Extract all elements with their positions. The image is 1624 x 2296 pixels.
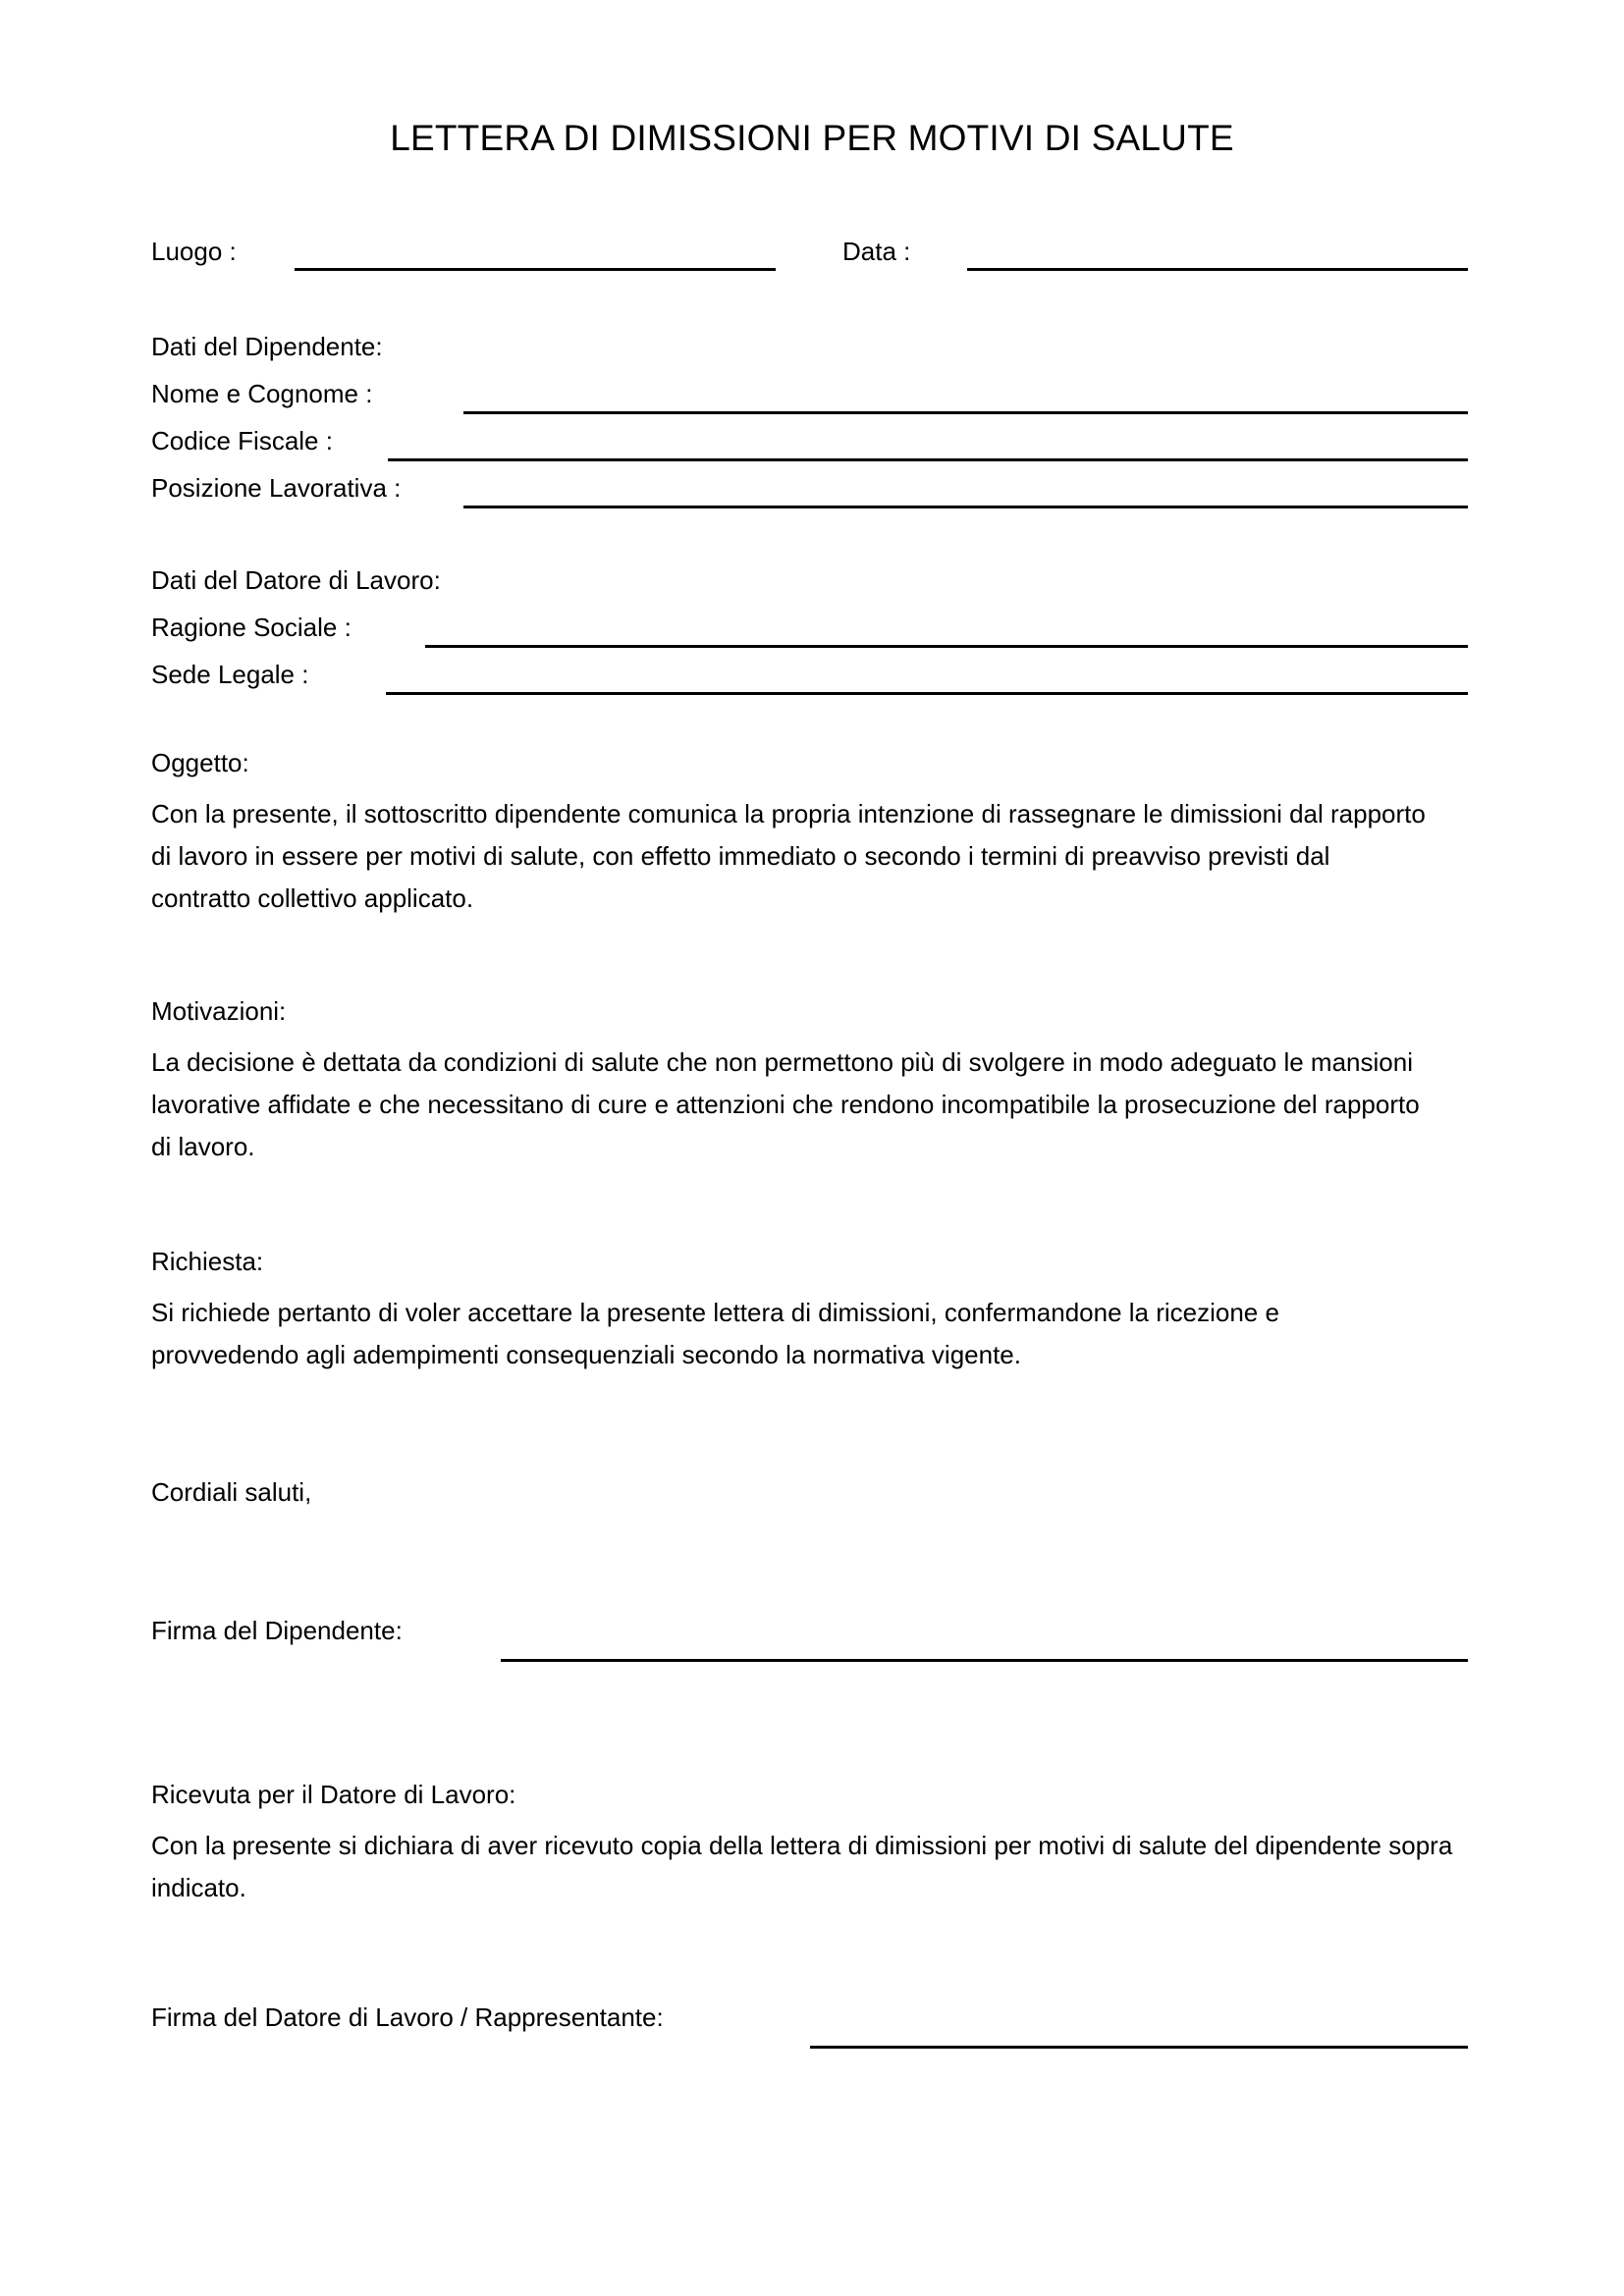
reasons-body: La decisione è dettata da condizioni di salute che non permettono più di svolgere in modo adeguato le mansioni lavorative affidate e che necessitano di cure e attenzioni che rendono incompatibile la prosecuzione del rapporto di lavoro. [151, 1047, 1420, 1161]
employer-legal-address-input-line[interactable] [386, 692, 1468, 695]
employee-signature-label: Firma del Dipendente: [151, 1616, 403, 1645]
employee-name-input-line[interactable] [463, 411, 1468, 414]
subject-heading: Oggetto: [151, 748, 249, 777]
request-body: Si richiede pertanto di voler accettare la presente lettera di dimissioni, confermandone la ricezione e provvedendo agli adempimenti consequenziali secondo la normativa vigente. [151, 1298, 1279, 1369]
subject-body: Con la presente, il sottoscritto dipendente comunica la propria intenzione di rassegnare le dimissioni dal rapporto di lavoro in essere per motivi di salute, con effetto immediato o secondo i termini di preavviso previsti dal contratto collettivo applicato. [151, 799, 1426, 913]
employee-signature-line[interactable] [501, 1659, 1468, 1662]
closing-salutation: Cordiali saluti, [151, 1477, 312, 1507]
request-heading: Richiesta: [151, 1247, 264, 1276]
receipt-body: Con la presente si dichiara di aver ricevuto copia della lettera di dimissioni per motivi di salute del dipendente sopra indicato. [151, 1831, 1453, 1902]
employer-signature-label: Firma del Datore di Lavoro / Rappresentante: [151, 2002, 664, 2032]
page-title: LETTERA DI DIMISSIONI PER MOTIVI DI SALUTE [390, 118, 1234, 158]
receipt-heading: Ricevuta per il Datore di Lavoro: [151, 1780, 516, 1809]
place-input-line[interactable] [295, 268, 776, 271]
reasons-heading: Motivazioni: [151, 996, 287, 1026]
date-label: Data : [842, 237, 911, 266]
place-label: Luogo : [151, 237, 237, 266]
employer-legal-address-label: Sede Legale : [151, 660, 309, 689]
employer-company-name-label: Ragione Sociale : [151, 613, 352, 642]
employee-position-input-line[interactable] [463, 506, 1468, 508]
employee-fiscal-code-label: Codice Fiscale : [151, 426, 333, 455]
date-input-line[interactable] [967, 268, 1468, 271]
employee-name-label: Nome e Cognome : [151, 379, 373, 408]
employer-section-heading: Dati del Datore di Lavoro: [151, 565, 441, 595]
employer-company-name-input-line[interactable] [425, 645, 1468, 648]
employee-section-heading: Dati del Dipendente: [151, 332, 383, 361]
employer-signature-line[interactable] [810, 2046, 1468, 2049]
employee-fiscal-code-input-line[interactable] [388, 458, 1468, 461]
employee-position-label: Posizione Lavorativa : [151, 473, 402, 503]
